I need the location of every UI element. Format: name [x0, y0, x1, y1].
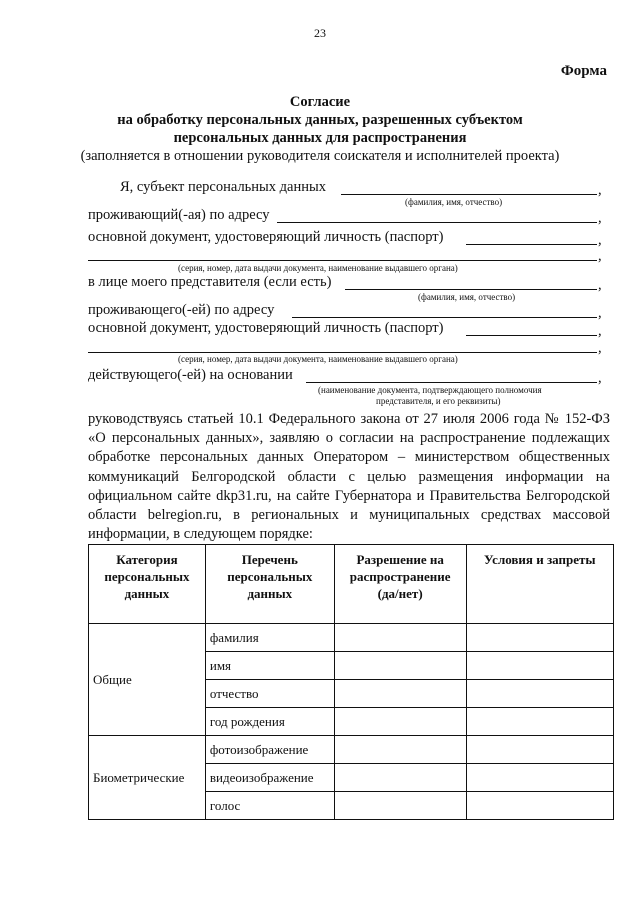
item-cell: имя — [205, 652, 334, 680]
conditions-cell[interactable] — [466, 708, 613, 736]
conditions-cell[interactable] — [466, 652, 613, 680]
basis-label: действующего(-ей) на основании — [88, 367, 293, 383]
subject-label: Я, субъект персональных данных — [120, 179, 326, 195]
address-input[interactable] — [277, 222, 597, 223]
conditions-cell[interactable] — [466, 736, 613, 764]
rep-address-input[interactable] — [292, 317, 597, 318]
conditions-cell[interactable] — [466, 624, 613, 652]
comma: , — [598, 323, 602, 339]
representative-input[interactable] — [345, 289, 597, 290]
rep-document-hint: (серия, номер, дата выдачи документа, наименование выдавшего органа) — [178, 354, 458, 364]
item-cell: фотоизображение — [205, 736, 334, 764]
representative-label: в лице моего представителя (если есть) — [88, 274, 332, 290]
rep-address-label: проживающего(-ей) по адресу — [88, 302, 275, 318]
title-line-3: персональных данных для распространения — [173, 130, 467, 146]
page-number: 23 — [314, 26, 326, 40]
header-category: Категория персональных данных — [89, 545, 206, 624]
document-hint: (серия, номер, дата выдачи документа, наименование выдавшего органа) — [178, 263, 458, 273]
comma: , — [598, 277, 602, 293]
table-row — [89, 624, 614, 652]
conditions-cell[interactable] — [466, 792, 613, 820]
item-cell: отчество — [205, 680, 334, 708]
title-line-2: на обработку персональных данных, разрешенных субъектом — [117, 112, 523, 128]
title-line-1: Согласие — [289, 94, 351, 110]
comma: , — [598, 248, 602, 264]
title-note: (заполняется в отношении руководителя соискателя и исполнителей проекта) — [80, 148, 560, 164]
item-cell: голос — [205, 792, 334, 820]
category-general: Общие — [89, 624, 206, 736]
permission-cell[interactable] — [334, 624, 466, 652]
header-conditions: Условия и запреты — [466, 545, 613, 624]
comma: , — [598, 210, 602, 226]
form-label: Форма — [560, 63, 607, 79]
basis-input[interactable] — [306, 382, 597, 383]
document-input-line2[interactable] — [88, 260, 597, 261]
conditions-cell[interactable] — [466, 764, 613, 792]
category-biometric: Биометрические — [89, 736, 206, 820]
subject-input[interactable] — [341, 194, 597, 195]
table-header-row — [89, 545, 614, 624]
comma: , — [598, 182, 602, 198]
comma: , — [598, 370, 602, 386]
item-cell: видеоизображение — [205, 764, 334, 792]
header-permission: Разрешение на распространение (да/нет) — [334, 545, 466, 624]
address-label: проживающий(-ая) по адресу — [88, 207, 270, 223]
permission-cell[interactable] — [334, 792, 466, 820]
document-input[interactable] — [466, 244, 597, 245]
permissions-table — [88, 544, 614, 820]
permission-cell[interactable] — [334, 680, 466, 708]
rep-document-input-line2[interactable] — [88, 352, 597, 353]
subject-hint: (фамилия, имя, отчество) — [405, 197, 503, 207]
item-cell: фамилия — [205, 624, 334, 652]
header-list: Перечень персональных данных — [205, 545, 334, 624]
comma: , — [598, 305, 602, 321]
rep-document-input[interactable] — [466, 335, 597, 336]
permission-cell[interactable] — [334, 736, 466, 764]
basis-hint-1: (наименование документа, подтверждающего полномочия — [318, 385, 542, 395]
basis-hint-2: представителя, и его реквизиты) — [376, 396, 501, 406]
permission-cell[interactable] — [334, 764, 466, 792]
item-cell: год рождения — [205, 708, 334, 736]
rep-document-label: основной документ, удостоверяющий личность (паспорт) — [88, 320, 444, 336]
permission-cell[interactable] — [334, 708, 466, 736]
table-row — [89, 736, 614, 764]
comma: , — [598, 340, 602, 356]
comma: , — [598, 232, 602, 248]
permission-cell[interactable] — [334, 652, 466, 680]
document-label: основной документ, удостоверяющий личность (паспорт) — [88, 229, 444, 245]
representative-hint: (фамилия, имя, отчество) — [418, 292, 516, 302]
conditions-cell[interactable] — [466, 680, 613, 708]
consent-paragraph: руководствуясь статьей 10.1 Федерального закона от 27 июля 2006 года № 152-ФЗ «О персональных данных», заявляю о согласии на распространение подлежащих обработке персональных данных Оператором – министерством общественных коммуникаций Белгородской области с целью размещения информации на официальном сайте dkp31.ru, на сайте Губернатора и Правительства Белгородской области belregion.ru, в региональных и муниципальных средствах массовой информации, в следующем порядке: — [88, 411, 610, 543]
